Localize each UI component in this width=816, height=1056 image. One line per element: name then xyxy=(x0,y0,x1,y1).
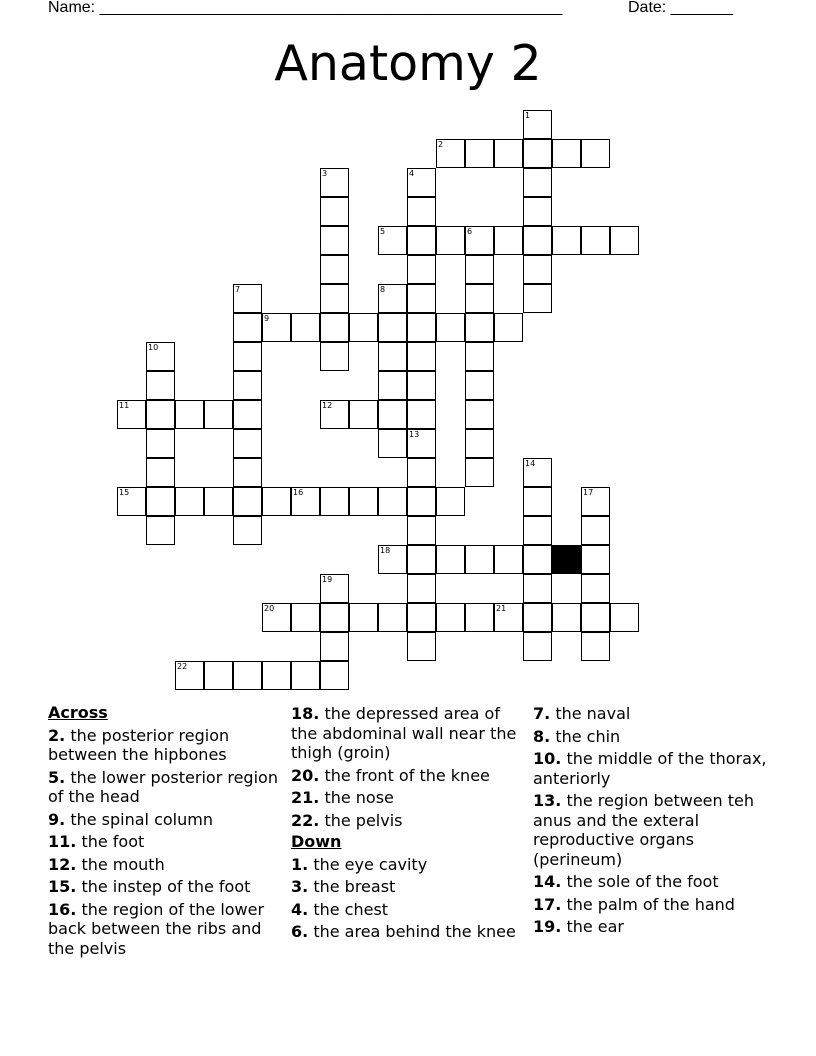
date-field[interactable]: Date: _______ xyxy=(628,0,733,16)
grid-cell[interactable] xyxy=(581,226,610,255)
grid-cell[interactable] xyxy=(262,661,291,690)
clue-across-15 xyxy=(48,877,280,897)
grid-cell[interactable] xyxy=(378,400,407,429)
grid-number: 11 xyxy=(119,401,130,410)
clue-text: the middle of the thorax, anteriorly xyxy=(533,749,767,788)
grid-cell[interactable] xyxy=(407,284,436,313)
clue-across-20 xyxy=(291,766,525,786)
grid-cell[interactable] xyxy=(523,632,552,661)
grid-cell[interactable] xyxy=(204,661,233,690)
grid-cell[interactable] xyxy=(407,226,436,255)
grid-number: 20 xyxy=(264,604,275,613)
grid-cell[interactable] xyxy=(204,400,233,429)
grid-cell[interactable] xyxy=(523,487,552,516)
grid-cell[interactable] xyxy=(407,168,436,197)
grid-number: 6 xyxy=(467,227,473,236)
grid-cell[interactable] xyxy=(320,400,349,429)
grid-cell[interactable] xyxy=(146,400,175,429)
grid-cell[interactable] xyxy=(552,603,581,632)
clue-down-4 xyxy=(291,900,525,920)
grid-black-cell xyxy=(552,545,581,574)
clue-text: the chin xyxy=(555,726,621,746)
grid-cell[interactable] xyxy=(407,516,436,545)
grid-cell[interactable] xyxy=(523,574,552,603)
clue-number: 19. xyxy=(533,917,562,936)
grid-cell[interactable] xyxy=(581,632,610,661)
clue-number: 13. xyxy=(533,791,562,810)
grid-cell[interactable] xyxy=(378,603,407,632)
clue-number: 8. xyxy=(533,726,551,746)
name-field[interactable]: Name: ____________________________________________________ xyxy=(48,0,563,16)
clue-down-19 xyxy=(533,917,773,937)
grid-cell[interactable] xyxy=(233,313,262,342)
grid-cell[interactable] xyxy=(581,545,610,574)
clue-text: the instep of the foot xyxy=(81,877,251,896)
grid-cell[interactable] xyxy=(465,371,494,400)
grid-cell[interactable] xyxy=(465,139,494,168)
across-heading: Across xyxy=(48,703,108,722)
grid-cell[interactable] xyxy=(465,603,494,632)
grid-number: 12 xyxy=(322,401,333,410)
grid-cell[interactable] xyxy=(407,371,436,400)
clue-number: 7. xyxy=(533,704,551,723)
clue-text: the area behind the knee xyxy=(313,922,516,941)
grid-cell[interactable] xyxy=(233,342,262,371)
grid-cell[interactable] xyxy=(407,255,436,284)
grid-cell[interactable] xyxy=(407,458,436,487)
grid-cell[interactable] xyxy=(291,487,320,516)
grid-cell[interactable] xyxy=(349,603,378,632)
clue-text: the posterior region between the hipbones xyxy=(48,725,230,764)
grid-cell[interactable] xyxy=(552,226,581,255)
clue-number: 14. xyxy=(533,872,562,891)
grid-cell[interactable] xyxy=(320,603,349,632)
grid-cell[interactable] xyxy=(581,516,610,545)
grid-cell[interactable] xyxy=(465,255,494,284)
grid-cell[interactable] xyxy=(436,313,465,342)
grid-number: 21 xyxy=(496,604,507,613)
grid-cell[interactable] xyxy=(436,487,465,516)
grid-cell[interactable] xyxy=(117,487,146,516)
grid-cell[interactable] xyxy=(581,139,610,168)
grid-cell[interactable] xyxy=(494,139,523,168)
grid-cell[interactable] xyxy=(494,545,523,574)
clue-down-14 xyxy=(533,872,773,892)
grid-cell[interactable] xyxy=(494,313,523,342)
clue-number: 4. xyxy=(291,899,309,919)
clue-across-12 xyxy=(48,855,280,875)
grid-cell[interactable] xyxy=(581,487,610,516)
grid-cell[interactable] xyxy=(320,226,349,255)
grid-cell[interactable] xyxy=(436,226,465,255)
page-title: Anatomy 2 xyxy=(274,35,542,92)
grid-cell[interactable] xyxy=(407,313,436,342)
grid-cell[interactable] xyxy=(465,545,494,574)
grid-cell[interactable] xyxy=(320,255,349,284)
clue-number: 9. xyxy=(48,809,66,829)
grid-cell[interactable] xyxy=(407,197,436,226)
grid-cell[interactable] xyxy=(320,313,349,342)
clue-number: 15. xyxy=(48,877,77,896)
grid-number: 15 xyxy=(119,488,130,497)
grid-cell[interactable] xyxy=(523,139,552,168)
clue-across-9 xyxy=(48,810,280,830)
grid-number: 2 xyxy=(438,140,444,149)
grid-cell[interactable] xyxy=(523,110,552,139)
grid-cell[interactable] xyxy=(262,313,291,342)
grid-cell[interactable] xyxy=(233,516,262,545)
grid-cell[interactable] xyxy=(407,574,436,603)
clue-down-1 xyxy=(291,855,525,875)
grid-cell[interactable] xyxy=(233,284,262,313)
grid-cell[interactable] xyxy=(523,197,552,226)
grid-cell[interactable] xyxy=(233,458,262,487)
grid-cell[interactable] xyxy=(494,226,523,255)
clue-down-6 xyxy=(291,922,525,942)
grid-cell[interactable] xyxy=(320,168,349,197)
grid-cell[interactable] xyxy=(407,400,436,429)
grid-cell[interactable] xyxy=(407,545,436,574)
grid-cell[interactable] xyxy=(407,429,436,458)
grid-cell[interactable] xyxy=(349,400,378,429)
grid-cell[interactable] xyxy=(175,661,204,690)
grid-cell[interactable] xyxy=(523,458,552,487)
grid-cell[interactable] xyxy=(436,139,465,168)
grid-number: 7 xyxy=(235,285,241,294)
clue-text: the nose xyxy=(324,788,394,807)
clue-column-3 xyxy=(533,701,773,937)
grid-cell[interactable] xyxy=(523,545,552,574)
grid-cell[interactable] xyxy=(465,458,494,487)
grid-cell[interactable] xyxy=(610,226,639,255)
grid-cell[interactable] xyxy=(581,574,610,603)
grid-cell[interactable] xyxy=(378,313,407,342)
clue-text: the eye cavity xyxy=(313,854,428,874)
clue-text: the depressed area of the abdominal wall near the thigh (groin) xyxy=(291,704,517,762)
clue-down-13 xyxy=(533,791,773,869)
clue-across-21 xyxy=(291,788,525,808)
grid-cell[interactable] xyxy=(291,603,320,632)
clue-across-18 xyxy=(291,704,525,763)
grid-cell[interactable] xyxy=(378,371,407,400)
grid-cell[interactable] xyxy=(407,342,436,371)
grid-cell[interactable] xyxy=(117,400,146,429)
grid-cell[interactable] xyxy=(407,603,436,632)
grid-number: 22 xyxy=(177,662,188,671)
clue-text: the foot xyxy=(81,832,145,851)
grid-cell[interactable] xyxy=(523,226,552,255)
clue-number: 16. xyxy=(48,899,77,919)
clue-text: the region between teh anus and the exteral reproductive organs (perineum) xyxy=(533,791,754,869)
grid-cell[interactable] xyxy=(349,313,378,342)
grid-cell[interactable] xyxy=(320,661,349,690)
grid-cell[interactable] xyxy=(349,487,378,516)
grid-cell[interactable] xyxy=(320,284,349,313)
grid-cell[interactable] xyxy=(610,603,639,632)
down-heading: Down xyxy=(291,832,342,851)
clue-number: 6. xyxy=(291,922,309,941)
grid-cell[interactable] xyxy=(262,487,291,516)
grid-cell[interactable] xyxy=(523,516,552,545)
grid-cell[interactable] xyxy=(233,661,262,690)
grid-cell[interactable] xyxy=(552,139,581,168)
grid-cell[interactable] xyxy=(581,603,610,632)
clue-text: the chest xyxy=(313,899,389,919)
clue-across-16 xyxy=(48,900,280,959)
grid-cell[interactable] xyxy=(175,487,204,516)
clue-number: 21. xyxy=(291,788,320,807)
clue-column-2 xyxy=(291,701,525,942)
grid-cell[interactable] xyxy=(378,429,407,458)
clue-text: the region of the lower back between the ribs and the pelvis xyxy=(48,899,265,958)
clue-text: the sole of the foot xyxy=(566,872,719,891)
clue-down-3 xyxy=(291,877,525,897)
grid-number: 3 xyxy=(322,169,328,178)
clue-number: 3. xyxy=(291,877,309,896)
grid-cell[interactable] xyxy=(465,313,494,342)
clue-across-22 xyxy=(291,811,525,831)
grid-cell[interactable] xyxy=(523,603,552,632)
grid-number: 16 xyxy=(293,488,304,497)
grid-cell[interactable] xyxy=(407,632,436,661)
grid-cell[interactable] xyxy=(146,371,175,400)
grid-cell[interactable] xyxy=(146,342,175,371)
grid-cell[interactable] xyxy=(465,400,494,429)
clue-down-10 xyxy=(533,749,773,788)
clue-across-2 xyxy=(48,726,280,765)
clue-number: 12. xyxy=(48,854,77,874)
grid-cell[interactable] xyxy=(523,255,552,284)
grid-cell[interactable] xyxy=(291,313,320,342)
grid-cell[interactable] xyxy=(175,400,204,429)
clue-down-17 xyxy=(533,895,773,915)
grid-cell[interactable] xyxy=(523,168,552,197)
grid-cell[interactable] xyxy=(378,487,407,516)
grid-cell[interactable] xyxy=(465,342,494,371)
grid-cell[interactable] xyxy=(262,603,291,632)
clue-down-7 xyxy=(533,704,773,724)
grid-number: 14 xyxy=(525,459,536,468)
grid-cell[interactable] xyxy=(320,574,349,603)
clue-text: the lower posterior region of the head xyxy=(48,767,278,806)
grid-cell[interactable] xyxy=(233,487,262,516)
clue-number: 2. xyxy=(48,725,66,745)
clue-number: 1. xyxy=(291,854,309,874)
grid-number: 8 xyxy=(380,285,386,294)
grid-number: 10 xyxy=(148,343,159,352)
grid-cell[interactable] xyxy=(465,429,494,458)
clue-down-8 xyxy=(533,727,773,747)
grid-cell[interactable] xyxy=(320,197,349,226)
grid-cell[interactable] xyxy=(233,429,262,458)
clue-text: the spinal column xyxy=(70,809,213,829)
grid-cell[interactable] xyxy=(436,603,465,632)
grid-number: 18 xyxy=(380,546,391,555)
grid-cell[interactable] xyxy=(146,487,175,516)
grid-cell[interactable] xyxy=(465,284,494,313)
grid-cell[interactable] xyxy=(378,226,407,255)
grid-cell[interactable] xyxy=(523,284,552,313)
clue-text: the pelvis xyxy=(324,810,403,830)
clue-number: 22. xyxy=(291,810,320,830)
clue-column-1 xyxy=(48,701,280,958)
clue-text: the naval xyxy=(555,704,631,723)
grid-cell[interactable] xyxy=(146,516,175,545)
grid-cell[interactable] xyxy=(291,661,320,690)
grid-cell[interactable] xyxy=(494,603,523,632)
grid-cell[interactable] xyxy=(233,400,262,429)
clue-text: the front of the knee xyxy=(324,765,490,785)
clue-number: 18. xyxy=(291,704,320,723)
grid-cell[interactable] xyxy=(378,284,407,313)
clue-across-5 xyxy=(48,768,280,807)
grid-cell[interactable] xyxy=(146,458,175,487)
grid-number: 13 xyxy=(409,430,420,439)
grid-cell[interactable] xyxy=(378,545,407,574)
grid-cell[interactable] xyxy=(146,429,175,458)
grid-number: 4 xyxy=(409,169,415,178)
clue-number: 10. xyxy=(533,749,562,768)
clue-text: the palm of the hand xyxy=(566,894,735,914)
grid-cell[interactable] xyxy=(436,545,465,574)
clue-number: 20. xyxy=(291,765,320,785)
grid-cell[interactable] xyxy=(320,342,349,371)
clue-text: the mouth xyxy=(81,854,165,874)
grid-cell[interactable] xyxy=(378,342,407,371)
grid-number: 17 xyxy=(583,488,594,497)
grid-cell[interactable] xyxy=(233,371,262,400)
grid-cell[interactable] xyxy=(407,487,436,516)
grid-number: 1 xyxy=(525,111,531,120)
clue-number: 5. xyxy=(48,767,66,787)
grid-cell[interactable] xyxy=(204,487,233,516)
clue-across-11 xyxy=(48,832,280,852)
clue-number: 11. xyxy=(48,832,77,851)
grid-cell[interactable] xyxy=(320,632,349,661)
clue-text: the breast xyxy=(313,877,396,896)
grid-cell[interactable] xyxy=(465,226,494,255)
grid-number: 19 xyxy=(322,575,333,584)
grid-number: 5 xyxy=(380,227,386,236)
grid-number: 9 xyxy=(264,314,270,323)
clue-number: 17. xyxy=(533,894,562,914)
clue-text: the ear xyxy=(566,917,625,936)
grid-cell[interactable] xyxy=(320,487,349,516)
